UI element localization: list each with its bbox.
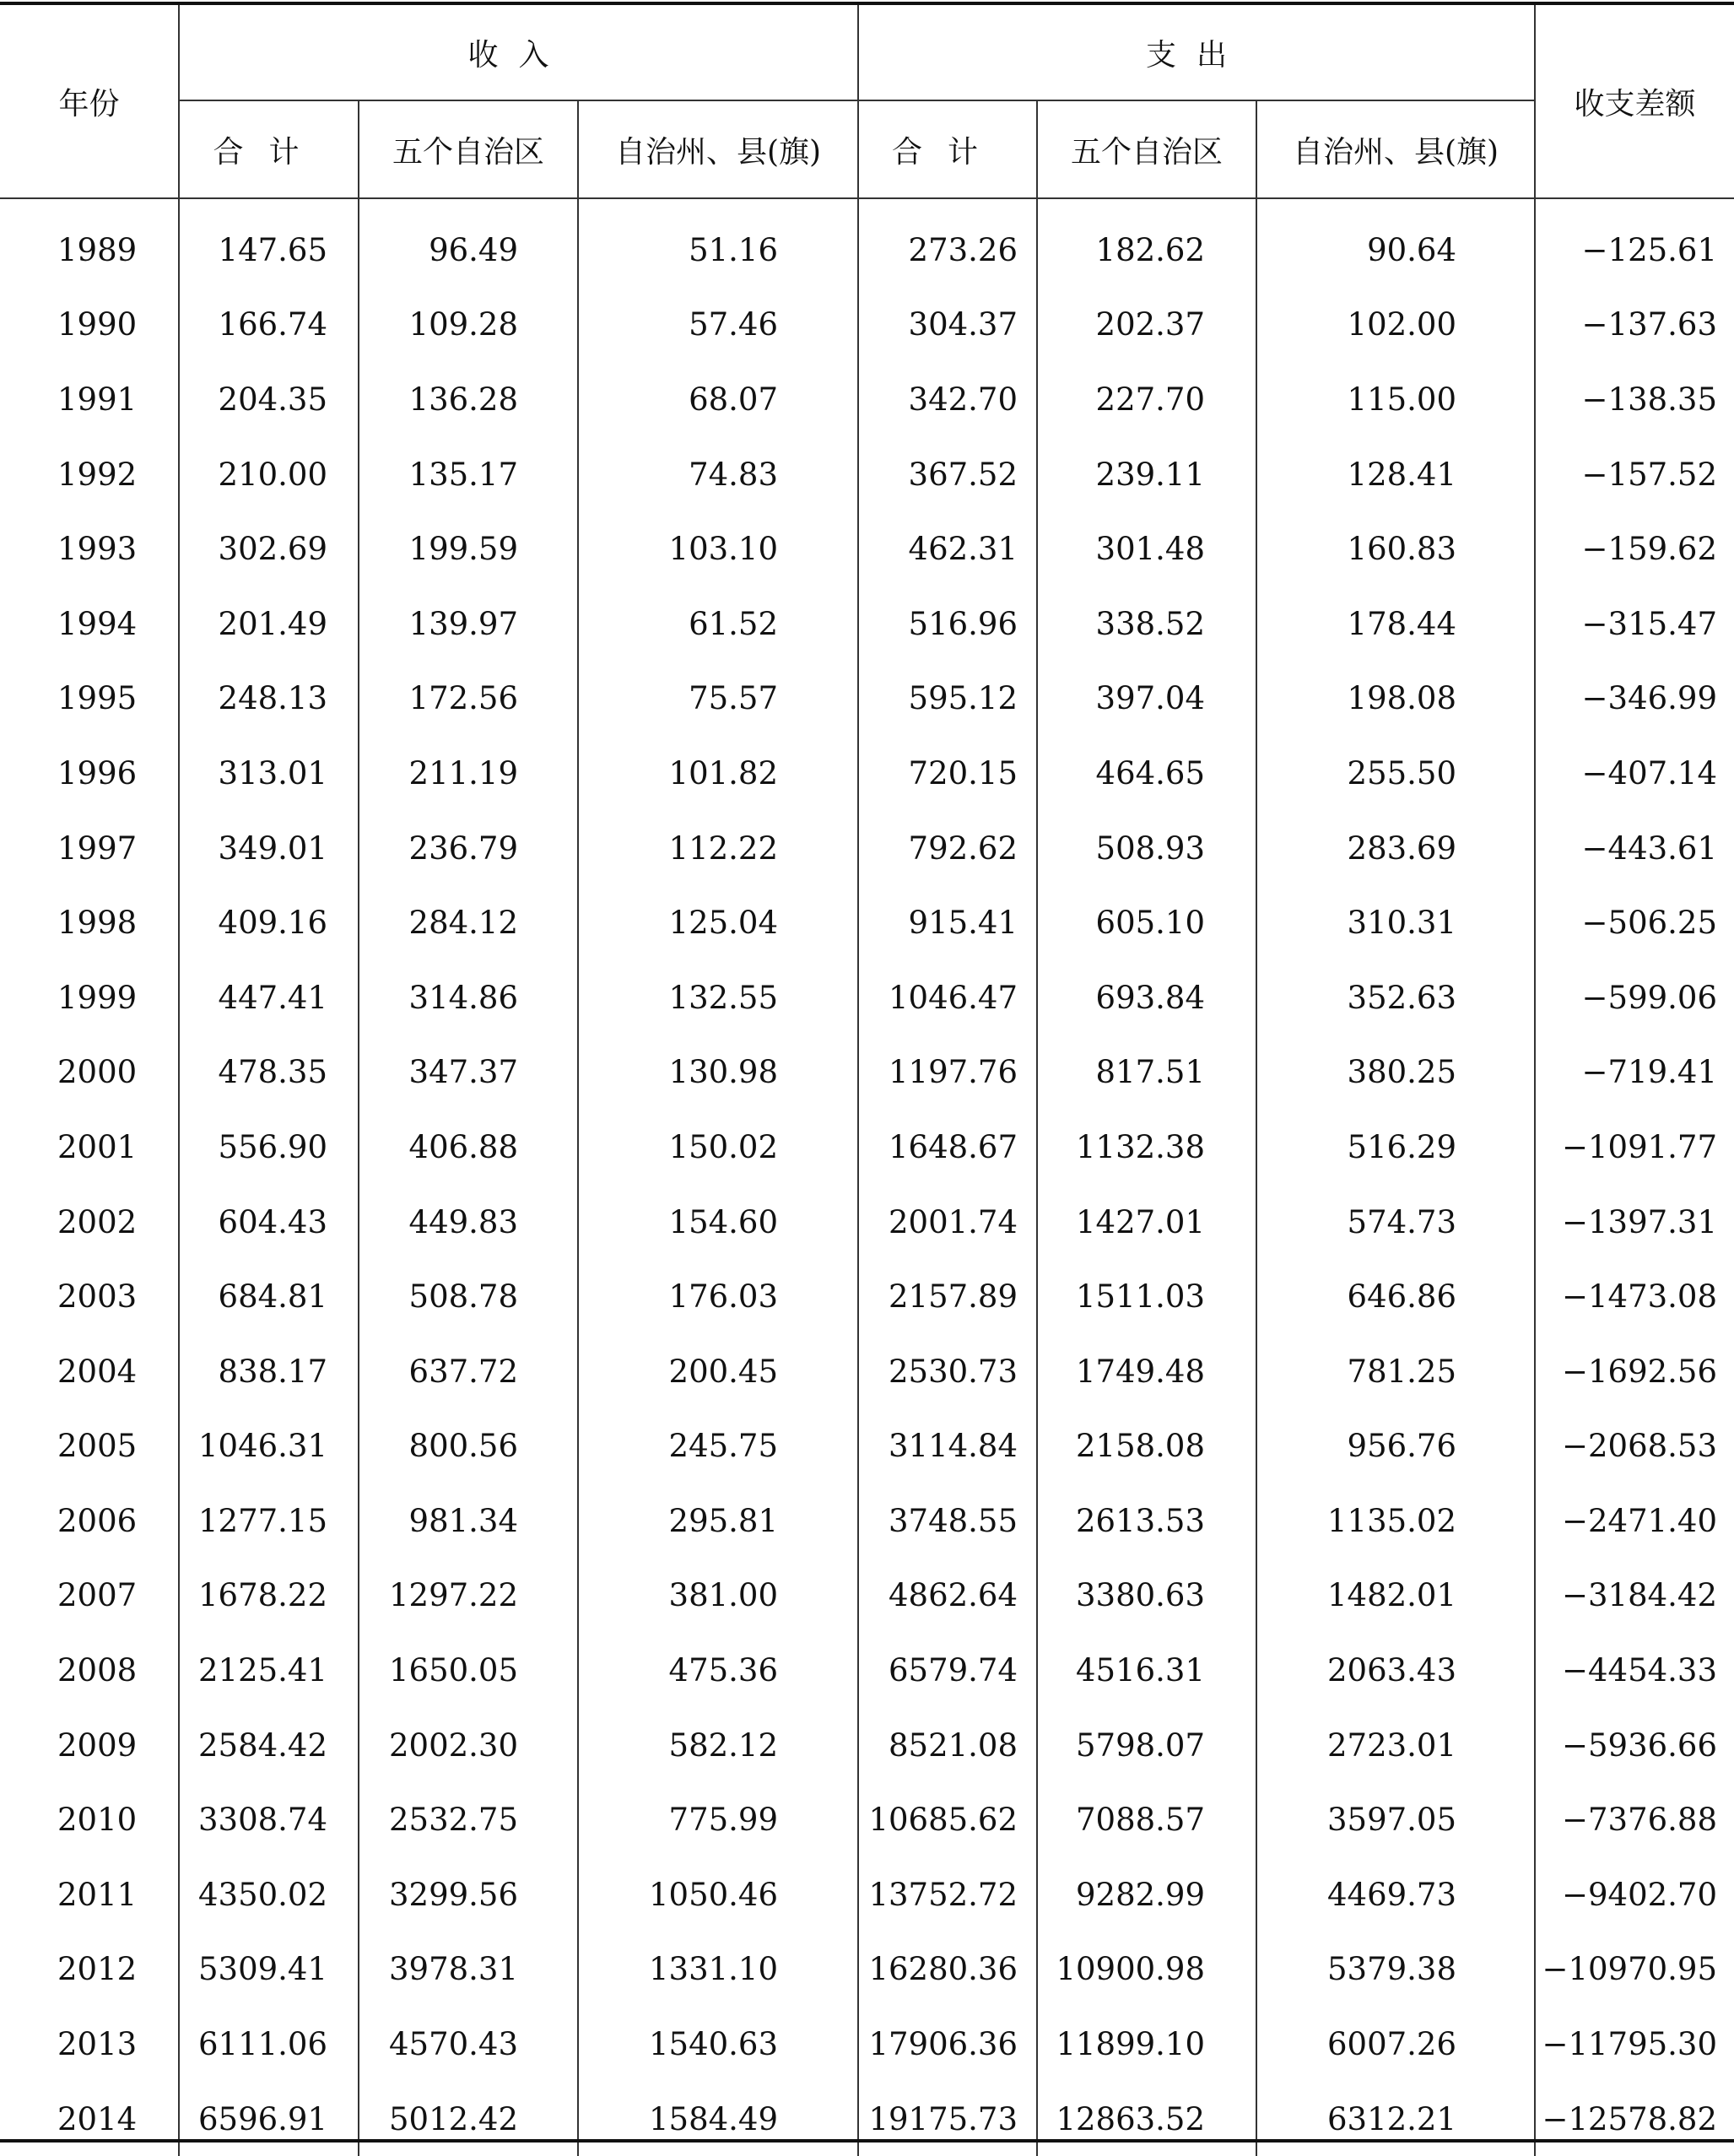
cell-year: 1992 [0, 437, 179, 512]
cell-income-prefectures: 68.07 [578, 362, 858, 437]
header-expense: 支出 [858, 5, 1535, 100]
cell-balance: −1397.31 [1535, 1185, 1734, 1260]
cell-year: 1993 [0, 511, 179, 586]
cell-balance: −11795.30 [1535, 2007, 1734, 2082]
cell-balance: −9402.70 [1535, 1857, 1734, 1932]
cell-income-total: 201.49 [179, 586, 359, 662]
cell-income-five-regions: 136.28 [359, 362, 578, 437]
cell-expense-prefectures: 956.76 [1256, 1409, 1535, 1484]
cell-income-prefectures: 1540.63 [578, 2007, 858, 2082]
cell-income-total: 556.90 [179, 1110, 359, 1185]
cell-expense-total: 16280.36 [858, 1932, 1037, 2007]
cell-year: 2007 [0, 1559, 179, 1634]
cell-income-five-regions: 2002.30 [359, 1708, 578, 1783]
cell-income-total: 2584.42 [179, 1708, 359, 1783]
cell-expense-total: 792.62 [858, 811, 1037, 886]
cell-balance: −159.62 [1535, 511, 1734, 586]
cell-income-five-regions: 139.97 [359, 586, 578, 662]
cell-balance: −4454.33 [1535, 1633, 1734, 1708]
table-row [0, 1559, 1734, 1634]
cell-expense-five-regions: 1749.48 [1037, 1334, 1256, 1409]
cell-income-five-regions: 4570.43 [359, 2007, 578, 2082]
table-row [0, 1409, 1734, 1484]
cell-income-prefectures: 51.16 [578, 198, 858, 288]
table-row [0, 198, 1734, 288]
cell-balance: −346.99 [1535, 662, 1734, 737]
cell-income-five-regions: 3978.31 [359, 1932, 578, 2007]
cell-income-five-regions: 2532.75 [359, 1782, 578, 1857]
cell-income-prefectures: 1331.10 [578, 1932, 858, 2007]
cell-income-five-regions: 135.17 [359, 437, 578, 512]
cell-expense-five-regions: 3380.63 [1037, 1559, 1256, 1634]
table-row [0, 811, 1734, 886]
cell-expense-prefectures: 6007.26 [1256, 2007, 1535, 2082]
cell-income-prefectures: 61.52 [578, 586, 858, 662]
cell-year: 2009 [0, 1708, 179, 1783]
table-row [0, 2082, 1734, 2156]
table-row [0, 586, 1734, 662]
cell-expense-five-regions: 4516.31 [1037, 1633, 1256, 1708]
cell-balance: −1091.77 [1535, 1110, 1734, 1185]
cell-expense-prefectures: 102.00 [1256, 288, 1535, 363]
header-income-five-regions: 五个自治区 [359, 100, 578, 198]
cell-expense-total: 516.96 [858, 586, 1037, 662]
cell-expense-total: 1197.76 [858, 1035, 1037, 1110]
cell-income-prefectures: 775.99 [578, 1782, 858, 1857]
cell-expense-total: 17906.36 [858, 2007, 1037, 2082]
cell-expense-prefectures: 4469.73 [1256, 1857, 1535, 1932]
table-row [0, 1483, 1734, 1559]
cell-income-five-regions: 236.79 [359, 811, 578, 886]
cell-expense-total: 10685.62 [858, 1782, 1037, 1857]
cell-income-prefectures: 1050.46 [578, 1857, 858, 1932]
cell-expense-prefectures: 2723.01 [1256, 1708, 1535, 1783]
table-row [0, 960, 1734, 1035]
cell-expense-total: 342.70 [858, 362, 1037, 437]
cell-expense-total: 2001.74 [858, 1185, 1037, 1260]
cell-balance: −2068.53 [1535, 1409, 1734, 1484]
cell-income-total: 166.74 [179, 288, 359, 363]
cell-balance: −138.35 [1535, 362, 1734, 437]
cell-expense-five-regions: 5798.07 [1037, 1708, 1256, 1783]
cell-expense-five-regions: 397.04 [1037, 662, 1256, 737]
cell-expense-total: 367.52 [858, 437, 1037, 512]
cell-income-total: 447.41 [179, 960, 359, 1035]
cell-income-prefectures: 74.83 [578, 437, 858, 512]
cell-year: 2010 [0, 1782, 179, 1857]
header-expense-five-regions: 五个自治区 [1037, 100, 1256, 198]
cell-expense-five-regions: 239.11 [1037, 437, 1256, 512]
cell-income-five-regions: 211.19 [359, 736, 578, 811]
cell-expense-total: 8521.08 [858, 1708, 1037, 1783]
cell-expense-total: 2530.73 [858, 1334, 1037, 1409]
cell-expense-total: 595.12 [858, 662, 1037, 737]
cell-income-five-regions: 1650.05 [359, 1633, 578, 1708]
cell-expense-total: 462.31 [858, 511, 1037, 586]
cell-year: 1997 [0, 811, 179, 886]
cell-income-total: 478.35 [179, 1035, 359, 1110]
cell-income-prefectures: 295.81 [578, 1483, 858, 1559]
cell-expense-prefectures: 128.41 [1256, 437, 1535, 512]
cell-expense-prefectures: 2063.43 [1256, 1633, 1535, 1708]
cell-income-prefectures: 57.46 [578, 288, 858, 363]
cell-year: 1999 [0, 960, 179, 1035]
cell-income-prefectures: 112.22 [578, 811, 858, 886]
cell-expense-five-regions: 1132.38 [1037, 1110, 1256, 1185]
cell-year: 2002 [0, 1185, 179, 1260]
cell-year: 1990 [0, 288, 179, 363]
table-header [0, 5, 1734, 198]
cell-expense-five-regions: 1511.03 [1037, 1259, 1256, 1334]
cell-expense-prefectures: 574.73 [1256, 1185, 1535, 1260]
cell-income-prefectures: 154.60 [578, 1185, 858, 1260]
cell-balance: −10970.95 [1535, 1932, 1734, 2007]
cell-income-total: 684.81 [179, 1259, 359, 1334]
table-row [0, 1932, 1734, 2007]
cell-balance: −315.47 [1535, 586, 1734, 662]
bottom-rule [0, 2139, 1734, 2142]
cell-expense-prefectures: 283.69 [1256, 811, 1535, 886]
cell-expense-total: 13752.72 [858, 1857, 1037, 1932]
table-row [0, 885, 1734, 960]
cell-year: 1989 [0, 198, 179, 288]
cell-expense-total: 6579.74 [858, 1633, 1037, 1708]
cell-income-total: 302.69 [179, 511, 359, 586]
cell-income-five-regions: 347.37 [359, 1035, 578, 1110]
table-row [0, 1857, 1734, 1932]
cell-income-five-regions: 637.72 [359, 1334, 578, 1409]
cell-expense-total: 3748.55 [858, 1483, 1037, 1559]
cell-year: 2000 [0, 1035, 179, 1110]
table-row [0, 1185, 1734, 1260]
cell-year: 2014 [0, 2082, 179, 2156]
table-row [0, 1035, 1734, 1110]
cell-income-prefectures: 475.36 [578, 1633, 858, 1708]
cell-income-five-regions: 508.78 [359, 1259, 578, 1334]
cell-income-total: 147.65 [179, 198, 359, 288]
table-row [0, 362, 1734, 437]
cell-expense-five-regions: 464.65 [1037, 736, 1256, 811]
cell-income-total: 6596.91 [179, 2082, 359, 2156]
cell-income-prefectures: 132.55 [578, 960, 858, 1035]
cell-expense-total: 19175.73 [858, 2082, 1037, 2156]
cell-income-prefectures: 200.45 [578, 1334, 858, 1409]
table-row [0, 1259, 1734, 1334]
header-income-total: 合计 [179, 100, 359, 198]
cell-income-total: 409.16 [179, 885, 359, 960]
cell-year: 2008 [0, 1633, 179, 1708]
cell-income-total: 3308.74 [179, 1782, 359, 1857]
cell-year: 2004 [0, 1334, 179, 1409]
cell-expense-total: 4862.64 [858, 1559, 1037, 1634]
cell-year: 1998 [0, 885, 179, 960]
table-row [0, 662, 1734, 737]
header-income: 收入 [179, 5, 858, 100]
cell-expense-five-regions: 227.70 [1037, 362, 1256, 437]
cell-expense-total: 1046.47 [858, 960, 1037, 1035]
cell-income-prefectures: 245.75 [578, 1409, 858, 1484]
cell-balance: −443.61 [1535, 811, 1734, 886]
cell-expense-five-regions: 12863.52 [1037, 2082, 1256, 2156]
cell-year: 2001 [0, 1110, 179, 1185]
table-row [0, 1110, 1734, 1185]
cell-income-five-regions: 449.83 [359, 1185, 578, 1260]
cell-income-five-regions: 800.56 [359, 1409, 578, 1484]
cell-expense-prefectures: 198.08 [1256, 662, 1535, 737]
cell-expense-total: 915.41 [858, 885, 1037, 960]
cell-income-five-regions: 1297.22 [359, 1559, 578, 1634]
cell-balance: −599.06 [1535, 960, 1734, 1035]
cell-expense-prefectures: 1135.02 [1256, 1483, 1535, 1559]
cell-year: 2011 [0, 1857, 179, 1932]
cell-year: 1994 [0, 586, 179, 662]
cell-expense-total: 3114.84 [858, 1409, 1037, 1484]
cell-expense-prefectures: 646.86 [1256, 1259, 1535, 1334]
cell-year: 1996 [0, 736, 179, 811]
table-row [0, 1633, 1734, 1708]
cell-expense-five-regions: 1427.01 [1037, 1185, 1256, 1260]
cell-expense-five-regions: 11899.10 [1037, 2007, 1256, 2082]
cell-balance: −7376.88 [1535, 1782, 1734, 1857]
cell-income-five-regions: 981.34 [359, 1483, 578, 1559]
cell-income-prefectures: 150.02 [578, 1110, 858, 1185]
cell-expense-prefectures: 352.63 [1256, 960, 1535, 1035]
header-income-prefectures: 自治州、县(旗) [578, 100, 858, 198]
table-row [0, 1334, 1734, 1409]
cell-income-total: 1678.22 [179, 1559, 359, 1634]
cell-expense-prefectures: 310.31 [1256, 885, 1535, 960]
cell-year: 2005 [0, 1409, 179, 1484]
cell-year: 2012 [0, 1932, 179, 2007]
cell-balance: −1473.08 [1535, 1259, 1734, 1334]
cell-expense-prefectures: 1482.01 [1256, 1559, 1535, 1634]
cell-expense-five-regions: 508.93 [1037, 811, 1256, 886]
cell-expense-prefectures: 115.00 [1256, 362, 1535, 437]
cell-expense-total: 304.37 [858, 288, 1037, 363]
cell-expense-prefectures: 3597.05 [1256, 1782, 1535, 1857]
cell-expense-total: 1648.67 [858, 1110, 1037, 1185]
cell-income-total: 210.00 [179, 437, 359, 512]
cell-income-five-regions: 314.86 [359, 960, 578, 1035]
cell-expense-five-regions: 10900.98 [1037, 1932, 1256, 2007]
cell-expense-five-regions: 9282.99 [1037, 1857, 1256, 1932]
cell-income-five-regions: 96.49 [359, 198, 578, 288]
cell-balance: −12578.82 [1535, 2082, 1734, 2156]
cell-expense-five-regions: 301.48 [1037, 511, 1256, 586]
header-expense-prefectures: 自治州、县(旗) [1256, 100, 1535, 198]
cell-balance: −5936.66 [1535, 1708, 1734, 1783]
cell-balance: −1692.56 [1535, 1334, 1734, 1409]
cell-expense-total: 2157.89 [858, 1259, 1037, 1334]
cell-income-total: 248.13 [179, 662, 359, 737]
table-row [0, 1782, 1734, 1857]
cell-income-total: 1046.31 [179, 1409, 359, 1484]
header-year: 年份 [0, 5, 179, 198]
cell-expense-five-regions: 202.37 [1037, 288, 1256, 363]
cell-balance: −137.63 [1535, 288, 1734, 363]
cell-expense-prefectures: 160.83 [1256, 511, 1535, 586]
table-row [0, 1708, 1734, 1783]
cell-income-five-regions: 406.88 [359, 1110, 578, 1185]
cell-income-total: 838.17 [179, 1334, 359, 1409]
cell-income-total: 313.01 [179, 736, 359, 811]
cell-income-prefectures: 176.03 [578, 1259, 858, 1334]
cell-income-total: 349.01 [179, 811, 359, 886]
table-body [0, 198, 1734, 2156]
header-balance: 收支差额 [1535, 5, 1734, 198]
cell-expense-prefectures: 6312.21 [1256, 2082, 1535, 2156]
cell-balance: −2471.40 [1535, 1483, 1734, 1559]
cell-income-total: 604.43 [179, 1185, 359, 1260]
cell-expense-five-regions: 2158.08 [1037, 1409, 1256, 1484]
table-row [0, 736, 1734, 811]
cell-income-five-regions: 199.59 [359, 511, 578, 586]
cell-expense-total: 720.15 [858, 736, 1037, 811]
cell-expense-prefectures: 781.25 [1256, 1334, 1535, 1409]
cell-income-five-regions: 172.56 [359, 662, 578, 737]
header-expense-total: 合计 [858, 100, 1037, 198]
cell-income-total: 4350.02 [179, 1857, 359, 1932]
cell-year: 2013 [0, 2007, 179, 2082]
cell-expense-prefectures: 5379.38 [1256, 1932, 1535, 2007]
cell-balance: −3184.42 [1535, 1559, 1734, 1634]
cell-expense-prefectures: 178.44 [1256, 586, 1535, 662]
cell-income-prefectures: 101.82 [578, 736, 858, 811]
cell-expense-five-regions: 338.52 [1037, 586, 1256, 662]
cell-income-prefectures: 103.10 [578, 511, 858, 586]
cell-income-five-regions: 5012.42 [359, 2082, 578, 2156]
cell-income-prefectures: 125.04 [578, 885, 858, 960]
cell-expense-five-regions: 605.10 [1037, 885, 1256, 960]
cell-balance: −125.61 [1535, 198, 1734, 288]
cell-income-five-regions: 284.12 [359, 885, 578, 960]
cell-expense-five-regions: 2613.53 [1037, 1483, 1256, 1559]
cell-year: 1995 [0, 662, 179, 737]
cell-expense-prefectures: 380.25 [1256, 1035, 1535, 1110]
cell-income-five-regions: 109.28 [359, 288, 578, 363]
cell-expense-five-regions: 7088.57 [1037, 1782, 1256, 1857]
cell-income-five-regions: 3299.56 [359, 1857, 578, 1932]
table-row [0, 437, 1734, 512]
cell-expense-five-regions: 817.51 [1037, 1035, 1256, 1110]
cell-income-prefectures: 1584.49 [578, 2082, 858, 2156]
cell-income-total: 204.35 [179, 362, 359, 437]
cell-year: 2003 [0, 1259, 179, 1334]
cell-income-total: 2125.41 [179, 1633, 359, 1708]
table-row [0, 511, 1734, 586]
cell-income-prefectures: 582.12 [578, 1708, 858, 1783]
fiscal-table [0, 5, 1734, 2156]
cell-expense-five-regions: 182.62 [1037, 198, 1256, 288]
cell-income-total: 5309.41 [179, 1932, 359, 2007]
cell-income-total: 6111.06 [179, 2007, 359, 2082]
table-row [0, 288, 1734, 363]
cell-expense-prefectures: 255.50 [1256, 736, 1535, 811]
cell-income-total: 1277.15 [179, 1483, 359, 1559]
cell-income-prefectures: 381.00 [578, 1559, 858, 1634]
cell-balance: −506.25 [1535, 885, 1734, 960]
cell-year: 2006 [0, 1483, 179, 1559]
cell-income-prefectures: 75.57 [578, 662, 858, 737]
cell-expense-total: 273.26 [858, 198, 1037, 288]
cell-expense-prefectures: 90.64 [1256, 198, 1535, 288]
cell-expense-prefectures: 516.29 [1256, 1110, 1535, 1185]
cell-year: 1991 [0, 362, 179, 437]
table-row [0, 2007, 1734, 2082]
cell-balance: −407.14 [1535, 736, 1734, 811]
cell-balance: −719.41 [1535, 1035, 1734, 1110]
cell-expense-five-regions: 693.84 [1037, 960, 1256, 1035]
cell-income-prefectures: 130.98 [578, 1035, 858, 1110]
cell-balance: −157.52 [1535, 437, 1734, 512]
